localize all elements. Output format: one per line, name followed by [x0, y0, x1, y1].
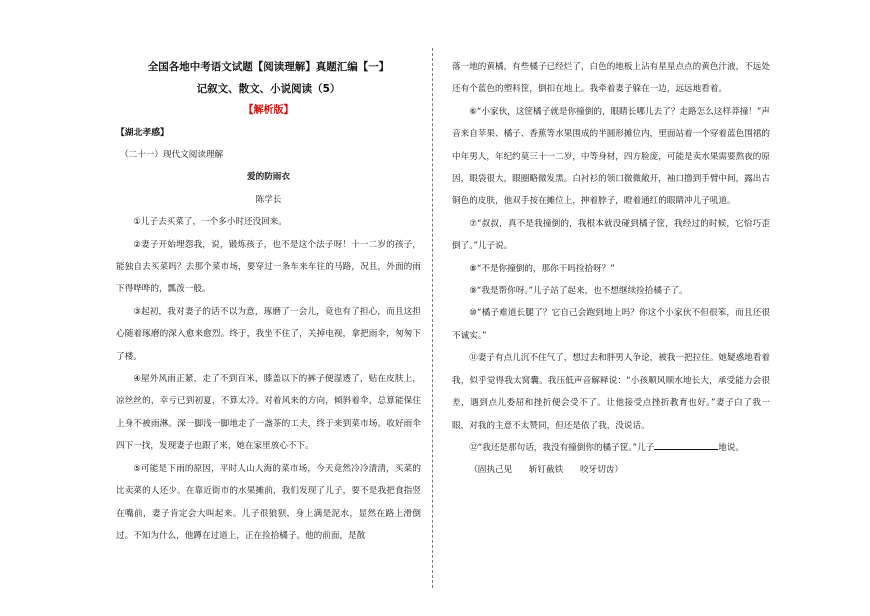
- paragraph-4: ④屋外风雨正紧，走了不到百米，膝盖以下的裤子便湿透了，贴在皮肤上，凉丝丝的，幸亏已到初夏，不算太冷。对着风来的方向，倾斜着伞，总算能保住上身不被雨淋。深一脚浅一脚地走了一盏茶的工夫，终于来到菜市场。收好雨伞四下一找，发现妻子也跟了来，她在家里放心不下。: [116, 374, 421, 452]
- article-author: 陈学长: [255, 194, 282, 205]
- paragraph-9: ⑨“我是帮你呀。”儿子站了起来，也不想继续捡拾橘子了。: [469, 286, 688, 297]
- paragraph-8: ⑧“不是你撞倒的，那你干吗捡拾呀？”: [469, 263, 615, 274]
- fill-in-blank[interactable]: [654, 441, 718, 450]
- paragraph-10: ⑩“橘子难道长腿了？它自己会跑到地上吗？你这个小家伙不但很笨，而且还很不诚实。”: [452, 308, 770, 341]
- article-title: 爱的防雨衣: [247, 172, 290, 183]
- region-tag: 【湖北孝感】: [116, 128, 169, 138]
- right-column: [452, 56, 770, 482]
- option-3: 咬牙切齿）: [580, 465, 624, 476]
- version-label: 【解析版】: [243, 105, 294, 116]
- paragraph-2: ②妻子开始埋怨我，说，锻炼孩子，也不是这个法子呀！十一二岁的孩子，能独自去买菜吗？去那个菜市场，要穿过一条车来车往的马路，况且，外面的雨下得哗哗的，瓢泼一般。: [116, 239, 421, 295]
- section-heading: （二十一）现代文阅读理解: [120, 150, 224, 160]
- paragraph-12-text: ⑫“我还是那句话，我没有撞倒你的橘子筐。”儿子: [469, 442, 655, 453]
- paragraph-1: ①儿子去买菜了，一个多小时还没回来。: [133, 217, 287, 228]
- paragraph-5-continued: 落一地的黄橘，有些橘子已经烂了，白色的地板上沾有星星点点的黄色汁液，不远处还有个蓝色的塑料筐，倒扣在地上。我牵着妻子躲在一边，远远地看着。: [452, 62, 770, 95]
- document-title: 全国各地中考语文试题【阅读理解】真题汇编【一】: [147, 61, 390, 73]
- document-subtitle: 记叙文、散文、小说阅读（5）: [196, 83, 341, 95]
- column-divider: [432, 48, 433, 588]
- word-options: [452, 459, 770, 481]
- option-2: 斩钉截铁: [528, 465, 564, 476]
- left-column: [116, 56, 421, 547]
- paragraph-5: ⑤可能是下雨的原因，平时人山人海的菜市场，今天竟然冷冷清清，买菜的比卖菜的人还少。在靠近街市的水果摊前，我们发现了儿子，要不是我把食指竖在嘴前，妻子肯定会大叫起来。儿子很狼狈，身上满是泥水，显然在路上滑倒过。不知为什么，他蹲在过道上，正在捡拾橘子。他的前面，是散: [116, 463, 421, 541]
- paragraph-7: ⑦“叔叔，真不是我撞倒的，我根本就没碰到橘子筐，我经过的时候，它恰巧歪倒了。”儿子说。: [452, 218, 770, 252]
- paragraph-6: ⑥“小家伙，这筐橘子就是你撞倒的，眼睛长哪儿去了？走路怎么这样莽撞！”声音来自苹果、橘子、香蕉等水果围成的半圆形摊位内，里面站着一个穿着蓝色围裙的中年男人，年纪约莫三十一二岁，中等身材，四方脸庞，可能是卖水果需要熬夜的原因，眼袋很大，眼圈略微发黑。白衬衫的领口微微敞开，袖口撸到手臂中间，露出古铜色的皮肤，他双手按在摊位上，抻着脖子，瞪着通红的眼睛冲儿子吼道。: [452, 106, 770, 207]
- paragraph-3: ③起初，我对妻子的话不以为意，琢磨了一会儿，竟也有了担心，而且这担心随着琢磨的深入愈来愈烈。终于，我坐不住了，关掉电视，拿把雨伞，匆匆下了楼。: [116, 306, 421, 362]
- paragraph-11: ⑪妻子有点儿沉不住气了，想过去和胖男人争论，被我一把拉住。她疑惑地看着我，似乎觉得我太窝囊。我压低声音解释说：“小孩顺风顺水地长大，承受能力会很差，遇到点儿委屈和挫折便会受不了。让他接受点挫折教育也好。”妻子白了我一眼，对我的主意不太赞同，但还是依了我，没说话。: [452, 353, 770, 431]
- paragraph-12-tail: 地说。: [718, 442, 745, 453]
- paragraph-12: [452, 437, 770, 459]
- option-1: （固执己见: [469, 465, 513, 476]
